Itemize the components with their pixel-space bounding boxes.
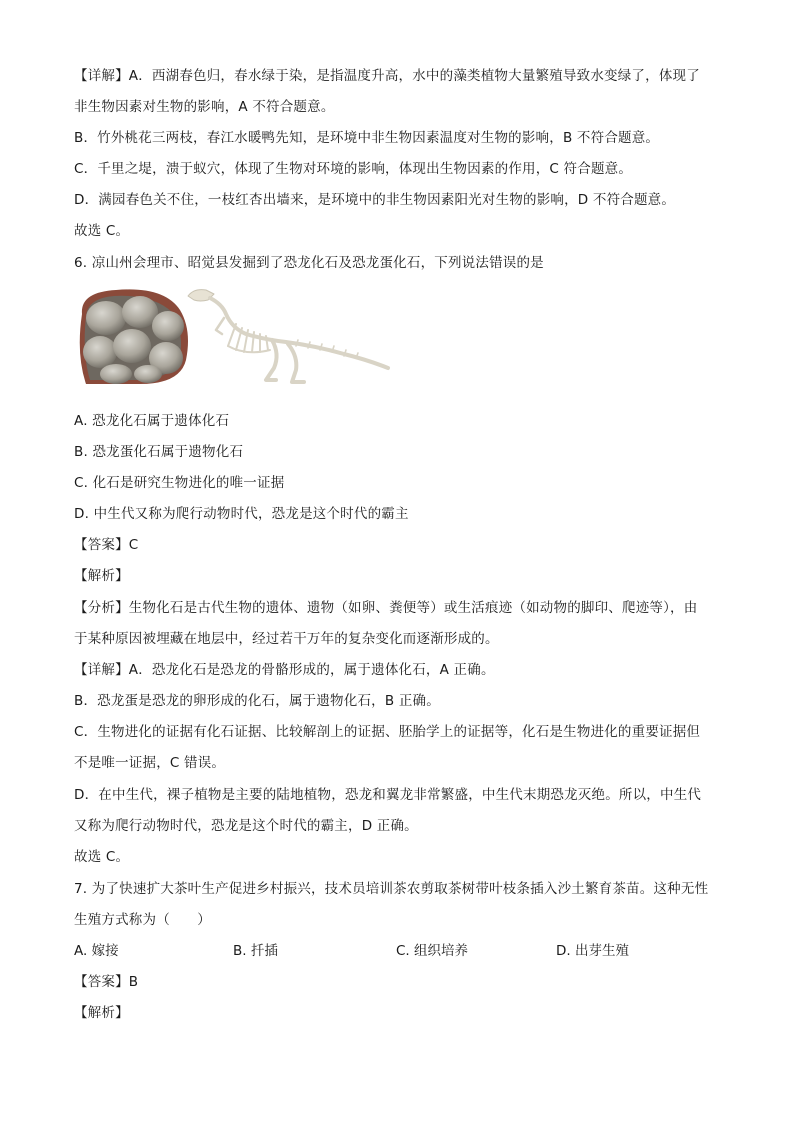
option-a: A. 恐龙化石属于遗体化石 [74,413,230,429]
text-line: B．竹外桃花三两枝，春江水暖鸭先知，是环境中非生物因素温度对生物的影响，B 不符合题意。 [74,130,660,146]
q7-option-c: C. 组织培养 [396,943,469,959]
analysis-label: 【解析】 [74,568,129,584]
dinosaur-skeleton-image [188,290,388,382]
q7-option-d: D. 出芽生殖 [556,943,629,959]
text-line: 非生物因素对生物的影响，A 不符合题意。 [74,99,335,115]
answer-label: 【答案】C [74,537,139,553]
q7-option-a: A. 嫁接 [74,943,119,959]
question-7-stem: 生殖方式称为（ ） [74,912,211,928]
text-line: B．恐龙蛋是恐龙的卵形成的化石，属于遗物化石，B 正确。 [74,693,440,709]
text-line: 【详解】A．西湖春色归，春水绿于染，是指温度升高，水中的藻类植物大量繁殖导致水变绿了，体现了 [74,68,700,84]
analysis-label: 【解析】 [74,1005,129,1021]
option-d: D. 中生代又称为爬行动物时代，恐龙是这个时代的霸主 [74,506,409,522]
question-7-stem: 7. 为了快速扩大茶叶生产促进乡村振兴，技术员培训茶农剪取茶树带叶枝条插入沙土繁育茶苗。这种无性 [74,881,709,897]
text-line: C．千里之堤，溃于蚁穴，体现了生物对环境的影响，体现出生物因素的作用，C 符合题意。 [74,161,633,177]
dinosaur-egg-fossil-image [80,289,188,384]
answer-label: 【答案】B [74,974,139,990]
text-line: D．满园春色关不住，一枝红杏出墙来，是环境中的非生物因素阳光对生物的影响，D 不符合题意。 [74,192,676,208]
text-line: 【详解】A．恐龙化石是恐龙的骨骼形成的，属于遗体化石，A 正确。 [74,662,495,678]
text-line: 故选 C。 [74,223,130,239]
text-line: 又称为爬行动物时代，恐龙是这个时代的霸主，D 正确。 [74,818,418,834]
dinosaur-fossil-figure [76,284,392,386]
text-line: 【分析】生物化石是古代生物的遗体、遗物（如卵、粪便等）或生活痕迹（如动物的脚印、爬迹等），由 [74,600,698,616]
option-c: C. 化石是研究生物进化的唯一证据 [74,475,285,491]
q7-option-b: B. 扦插 [233,943,278,959]
text-line: 故选 C。 [74,849,130,865]
text-line: D．在中生代，裸子植物是主要的陆地植物，恐龙和翼龙非常繁盛，中生代末期恐龙灭绝。所以，中生代 [74,787,702,803]
question-6-stem: 6. 凉山州会理市、昭觉县发掘到了恐龙化石及恐龙蛋化石，下列说法错误的是 [74,255,544,271]
text-line: 不是唯一证据，C 错误。 [74,755,226,771]
text-line: C．生物进化的证据有化石证据、比较解剖上的证据、胚胎学上的证据等，化石是生物进化的重要证据但 [74,724,701,740]
text-line: 于某种原因被埋藏在地层中，经过若干万年的复杂变化而逐渐形成的。 [74,631,499,647]
option-b: B. 恐龙蛋化石属于遗物化石 [74,444,244,460]
